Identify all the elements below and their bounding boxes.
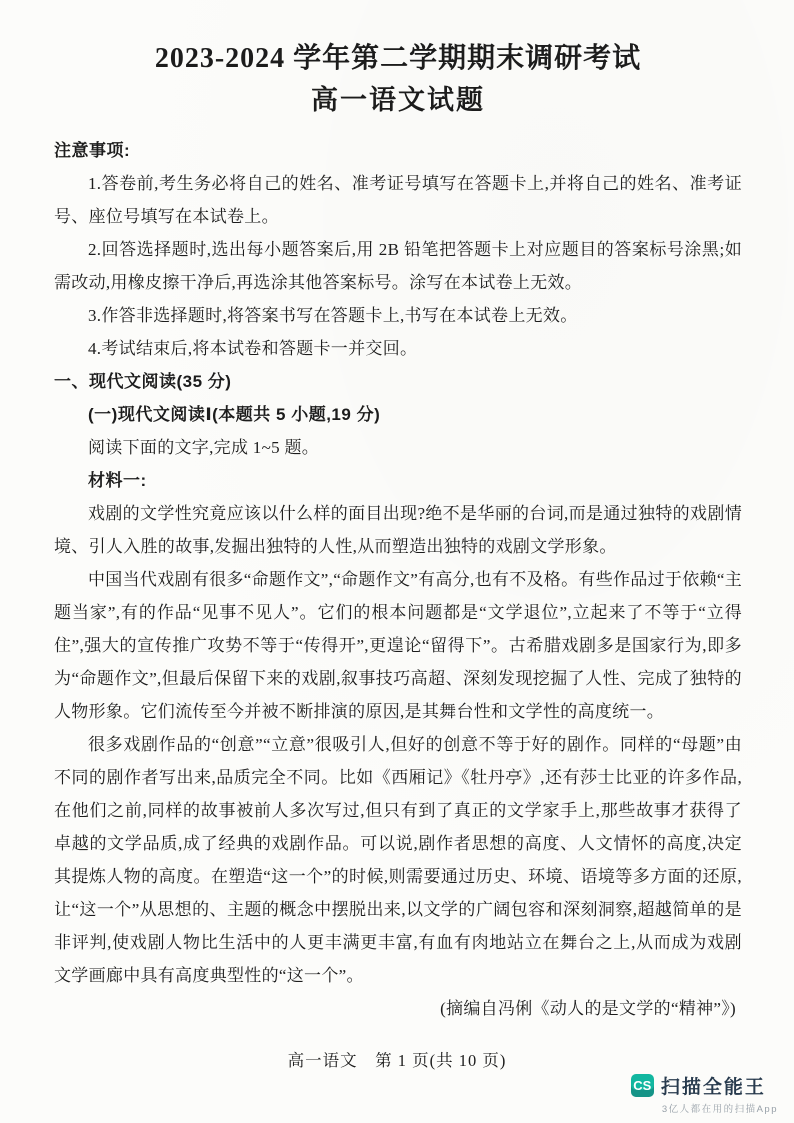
camscanner-watermark [631,1072,778,1115]
material-paragraph-3: 很多戏剧作品的“创意”“立意”很吸引人,但好的创意不等于好的剧作。同样的“母题”由不同的剧作者写出来,品质完全不同。比如《西厢记》《牡丹亭》,还有莎士比亚的许多作品,在他们之前,同样的故事被前人多次写过,但只有到了真正的文学家手上,那些故事才获得了卓越的文学品质,成了经典的戏剧作品。可以说,剧作者思想的高度、人文情怀的高度,决定其提炼人物的高度。在塑造“这一个”的时候,则需要通过历史、环境、语境等多方面的还原,让“这一个”从思想的、主题的概念中摆脱出来,以文学的广阔包容和深刻洞察,超越简单的是非评判,使戏剧人物比生活中的人更丰满更丰富,有血有肉地站立在舞台之上,从而成为戏剧文学画廊中具有高度典型性的“这一个”。 [54,735,742,985]
notice-item-1: 1.答卷前,考生务必将自己的姓名、准考证号填写在答题卡上,并将自己的姓名、准考证号、座位号填写在本试卷上。 [54,174,742,226]
notice-item-4: 4.考试结束后,将本试卷和答题卡一并交回。 [88,339,418,358]
reading-instruction: 阅读下面的文字,完成 1~5 题。 [88,438,320,457]
camscanner-tagline: 3亿人都在用的扫描App [661,1104,778,1115]
source-attribution: (摘编自冯俐《动人的是文学的“精神”》) [440,999,736,1018]
camscanner-icon: CS [631,1074,654,1097]
material-paragraph-2: 中国当代戏剧有很多“命题作文”,“命题作文”有高分,也有不及格。有些作品过于依赖“主题当家”,有的作品“见事不见人”。它们的根本问题都是“文学退位”,立起来了不等于“立得住”,强大的宣传推广攻势不等于“传得开”,更遑论“留得下”。古希腊戏剧多是国家行为,即多为“命题作文”,但最后保留下来的戏剧,叙事技巧高超、深刻发现挖掘了人性、完成了独特的人物形象。它们流传至今并被不断排演的原因,是其舞台性和文学性的高度统一。 [54,570,742,721]
page-footer: 高一语文 第 1 页(共 10 页) [287,1051,507,1070]
section-heading: 一、现代文阅读(35 分) [54,372,232,391]
exam-title-line1: 2023-2024 学年第二学期期末调研考试 [154,43,642,74]
camscanner-logo-row [631,1072,766,1099]
material-label: 材料一: [88,471,147,490]
camscanner-name: 扫描全能王 [660,1077,766,1098]
exam-title-line2: 高一语文试题 [311,85,485,115]
notice-heading: 注意事项: [54,141,131,160]
material-paragraph-1: 戏剧的文学性究竟应该以什么样的面目出现?绝不是华丽的台词,而是通过独特的戏剧情境、引人入胜的故事,发掘出独特的人性,从而塑造出独特的戏剧文学形象。 [54,504,742,556]
notice-section [54,134,742,365]
notice-item-2: 2.回答选择题时,选出每小题答案后,用 2B 铅笔把答题卡上对应题目的答案标号涂黑;如需改动,用橡皮擦干净后,再选涂其他答案标号。涂写在本试卷上无效。 [54,240,742,292]
notice-item-3: 3.作答非选择题时,将答案书写在答题卡上,书写在本试卷上无效。 [88,306,578,325]
subsection-heading: (一)现代文阅读Ⅰ(本题共 5 小题,19 分) [88,405,381,424]
reading-section [54,365,742,1025]
